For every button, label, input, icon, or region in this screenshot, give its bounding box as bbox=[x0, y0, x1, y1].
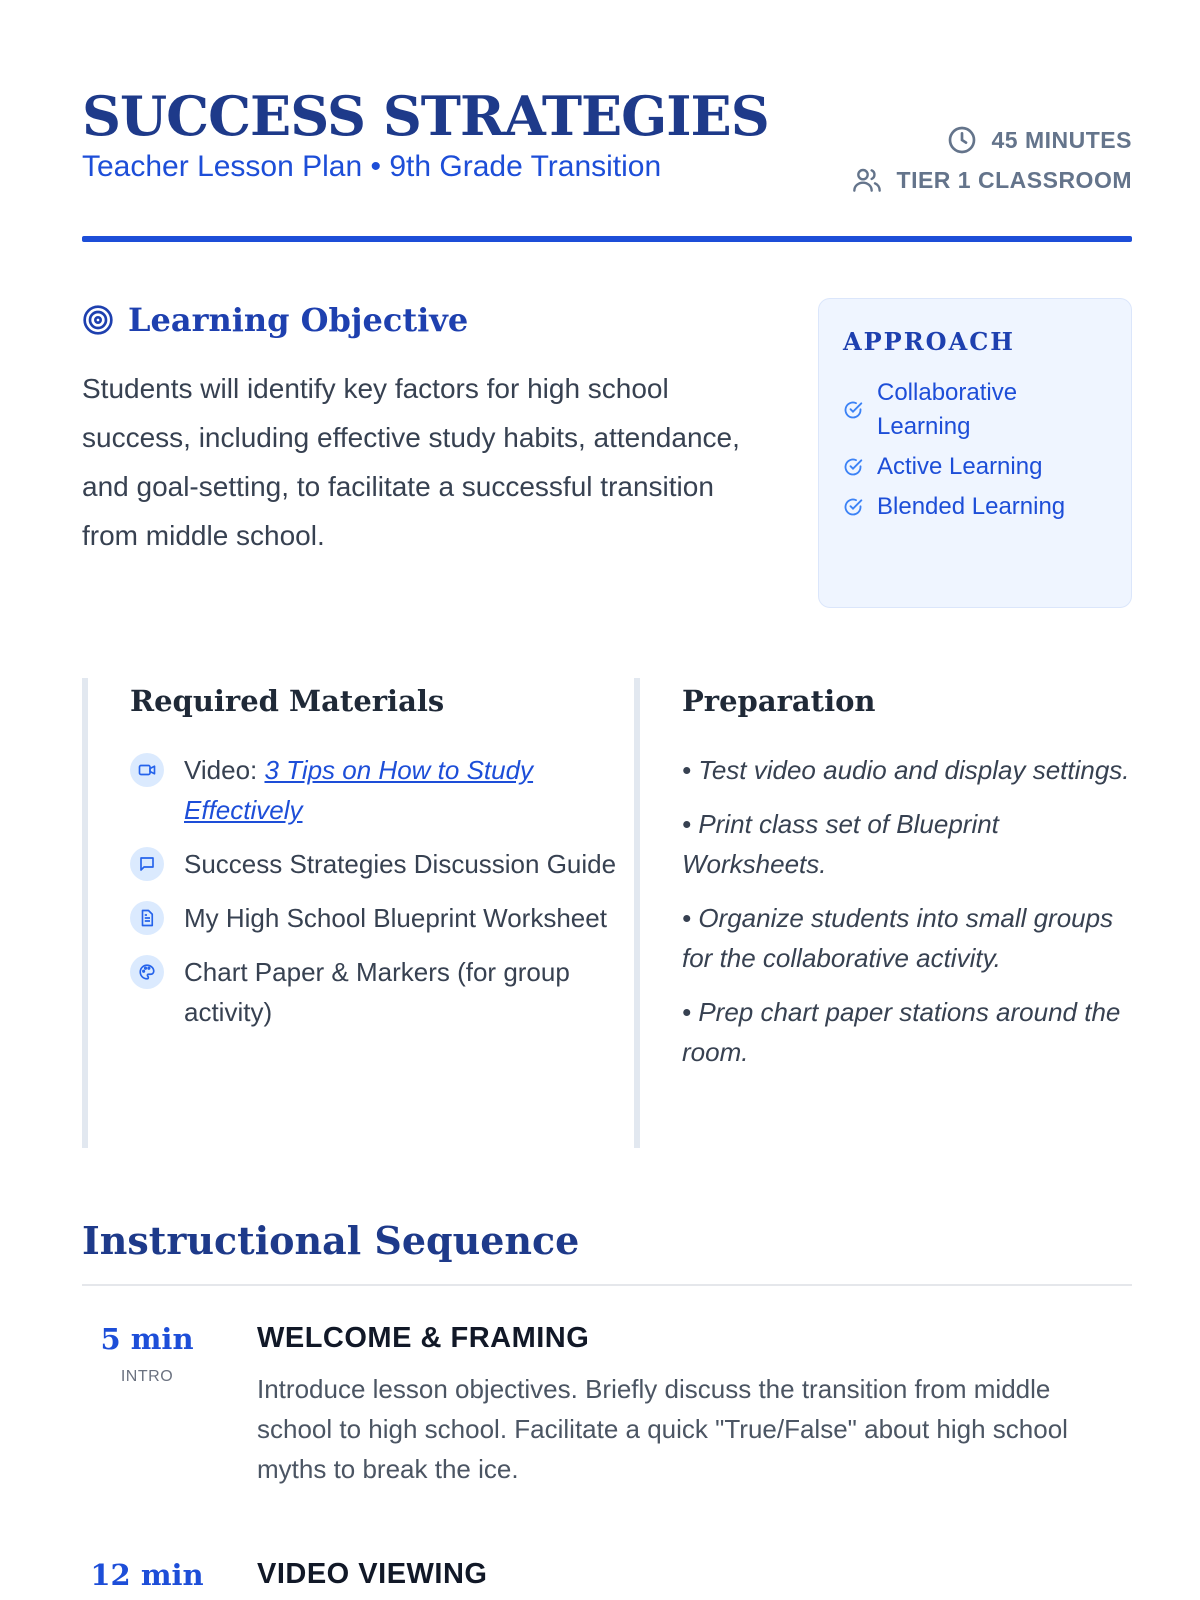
material-item: My High School Blueprint Worksheet bbox=[130, 898, 632, 938]
setting-meta bbox=[851, 160, 1132, 200]
header-divider bbox=[82, 236, 1132, 242]
approach-item: Blended Learning bbox=[843, 490, 1107, 524]
chat-icon bbox=[130, 847, 164, 881]
step-duration: 5 min bbox=[100, 1322, 194, 1356]
clock-icon bbox=[946, 124, 978, 156]
step-name: WELCOME & FRAMING bbox=[257, 1322, 590, 1354]
material-item: Video: 3 Tips on How to Study Effectively bbox=[130, 750, 632, 830]
check-circle-icon bbox=[843, 457, 863, 477]
palette-icon bbox=[130, 955, 164, 989]
preparation bbox=[634, 678, 1134, 1148]
setting-text: TIER 1 CLASSROOM bbox=[896, 166, 1132, 193]
users-icon bbox=[851, 164, 883, 196]
required-materials bbox=[82, 678, 632, 1148]
preparation-heading: Preparation bbox=[682, 684, 876, 718]
approach-item: Collaborative Learning bbox=[843, 376, 1107, 444]
objective-text: Students will identify key factors for high school success, including effective study habits, attendance, and goal-setting, to facilitate a successful transition from middle school. bbox=[82, 373, 740, 551]
material-item: Chart Paper & Markers (for group activity) bbox=[130, 952, 632, 1032]
approach-heading: APPROACH bbox=[843, 327, 1015, 356]
sequence-divider bbox=[82, 1284, 1132, 1286]
prep-item: • Print class set of Blueprint Worksheets. bbox=[682, 809, 999, 879]
document-icon bbox=[130, 901, 164, 935]
objective-heading: Learning Objective bbox=[128, 301, 469, 339]
sequence-heading: Instructional Sequence bbox=[82, 1218, 580, 1263]
material-item: Success Strategies Discussion Guide bbox=[130, 844, 632, 884]
approach-card bbox=[818, 298, 1132, 608]
step-time bbox=[82, 1322, 212, 1386]
video-link[interactable]: 3 Tips on How to Study Effectively bbox=[184, 755, 534, 825]
duration-text: 45 MINUTES bbox=[991, 126, 1132, 153]
prep-item: • Test video audio and display settings. bbox=[682, 755, 1130, 785]
video-icon bbox=[130, 753, 164, 787]
page-title: SUCCESS STRATEGIES bbox=[82, 84, 769, 148]
duration-meta bbox=[851, 120, 1132, 160]
target-icon bbox=[82, 304, 114, 336]
learning-objective bbox=[82, 298, 742, 560]
prep-item: • Organize students into small groups for the collaborative activity. bbox=[682, 903, 1114, 973]
header bbox=[82, 84, 1132, 244]
step-duration: 12 min bbox=[90, 1558, 204, 1592]
materials-heading: Required Materials bbox=[130, 684, 445, 718]
lesson-meta bbox=[851, 120, 1132, 200]
check-circle-icon bbox=[843, 400, 863, 420]
step-time bbox=[82, 1558, 212, 1592]
prep-item: • Prep chart paper stations around the room. bbox=[682, 997, 1121, 1067]
approach-item: Active Learning bbox=[843, 450, 1107, 484]
step-body bbox=[257, 1558, 1107, 1591]
check-circle-icon bbox=[843, 497, 863, 517]
page-subtitle: Teacher Lesson Plan • 9th Grade Transition bbox=[82, 150, 662, 183]
step-body bbox=[257, 1322, 1107, 1489]
step-description: Introduce lesson objectives. Briefly discuss the transition from middle school to high school. Facilitate a quick "True/False" about high school myths to break the ice. bbox=[257, 1374, 1068, 1484]
step-name: VIDEO VIEWING bbox=[257, 1558, 488, 1590]
step-tag: INTRO bbox=[120, 1368, 174, 1385]
